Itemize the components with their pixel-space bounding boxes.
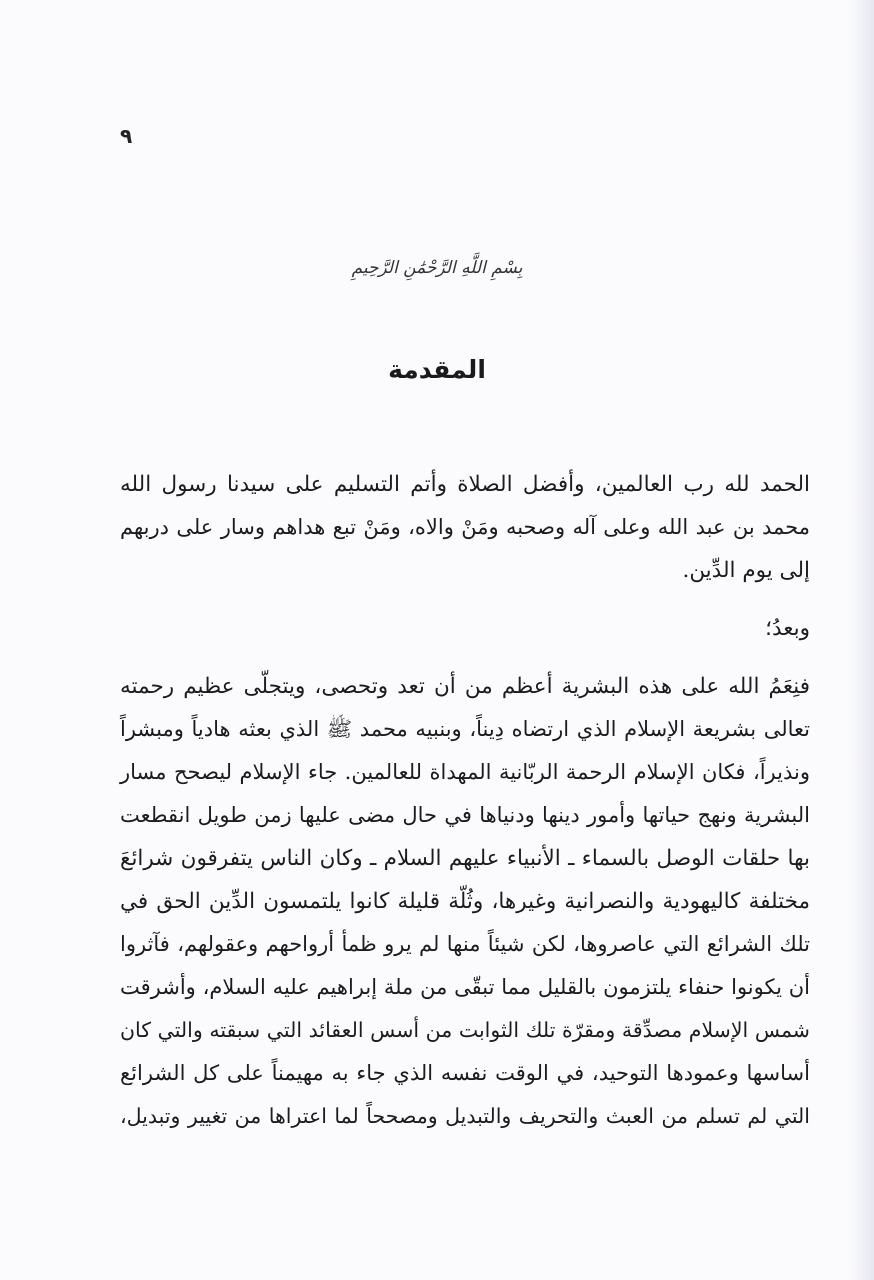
page-number: ٩ [120,124,133,148]
paragraph-opening [120,463,810,592]
text-line: تعالى بشريعة الإسلام الذي ارتضاه دِيناً، وبنبيه محمد ﷺ الذي بعثه هادياً ومبشراً [120,717,810,741]
body-text [120,463,810,1138]
text-line: الحمد لله رب العالمين، وأفضل الصلاة وأتم التسليم على سيدنا رسول الله [120,472,810,497]
paragraph-transition [120,607,810,650]
text-line: أساسها وعمودها التوحيد، في الوقت نفسه الذي جاء به مهيمناً على كل الشرائع [120,1061,810,1085]
page-edge-shadow [850,0,874,1280]
text-line: محمد بن عبد الله وعلى آله وصحبه ومَنْ والاه، ومَنْ تبع هداهم وسار على دربهم [120,515,810,539]
text-line: تلك الشرائع التي عاصروها، لكن شيئاً منها لم يرو ظمأ أرواحهم وعقولهم، فآثروا [120,932,810,956]
text-line: فنِعَمُ الله على هذه البشرية أعظم من أن تعد وتحصى، ويتجلّى عظيم رحمته [120,674,810,699]
text-line: شمس الإسلام مصدِّقة ومقرّة تلك الثوابت من أسس العقائد التي سبقته والتي كان [120,1018,810,1042]
basmala-text: بِسْمِ اللَّهِ الرَّحْمَٰنِ الرَّحِيمِ [351,258,523,278]
text-line: بها حلقات الوصل بالسماء ـ الأنبياء عليهم السلام ـ وكان الناس يتفرقون شرائعَ [120,846,810,871]
text-line: مختلفة كاليهودية والنصرانية وغيرها، وثُلّة قليلة كانوا يلتمسون الدِّين الحق في [120,889,810,914]
basmala-calligraphy [0,258,874,278]
text-line: أن يكونوا حنفاء يلتزمون بالقليل مما تبقّى من ملة إبراهيم عليه السلام، وأشرقت [120,975,810,999]
text-line: التي لم تسلم من العبث والتحريف والتبديل ومصححاً لما اعتراها من تغيير وتبديل، [120,1104,810,1128]
text-line: ونذيراً، فكان الإسلام الرحمة الربّانية المهداة للعالمين. جاء الإسلام ليصحح مسار [120,760,810,784]
text-line: البشرية ونهج حياتها وأمور دينها ودنياها في حال مضى عليها زمن طويل انقطعت [120,803,810,827]
text-line: إلى يوم الدِّين. [682,558,810,583]
chapter-title: المقدمة [388,355,486,384]
text-line: وبعدُ؛ [765,616,810,641]
paragraph-main [120,665,810,1138]
